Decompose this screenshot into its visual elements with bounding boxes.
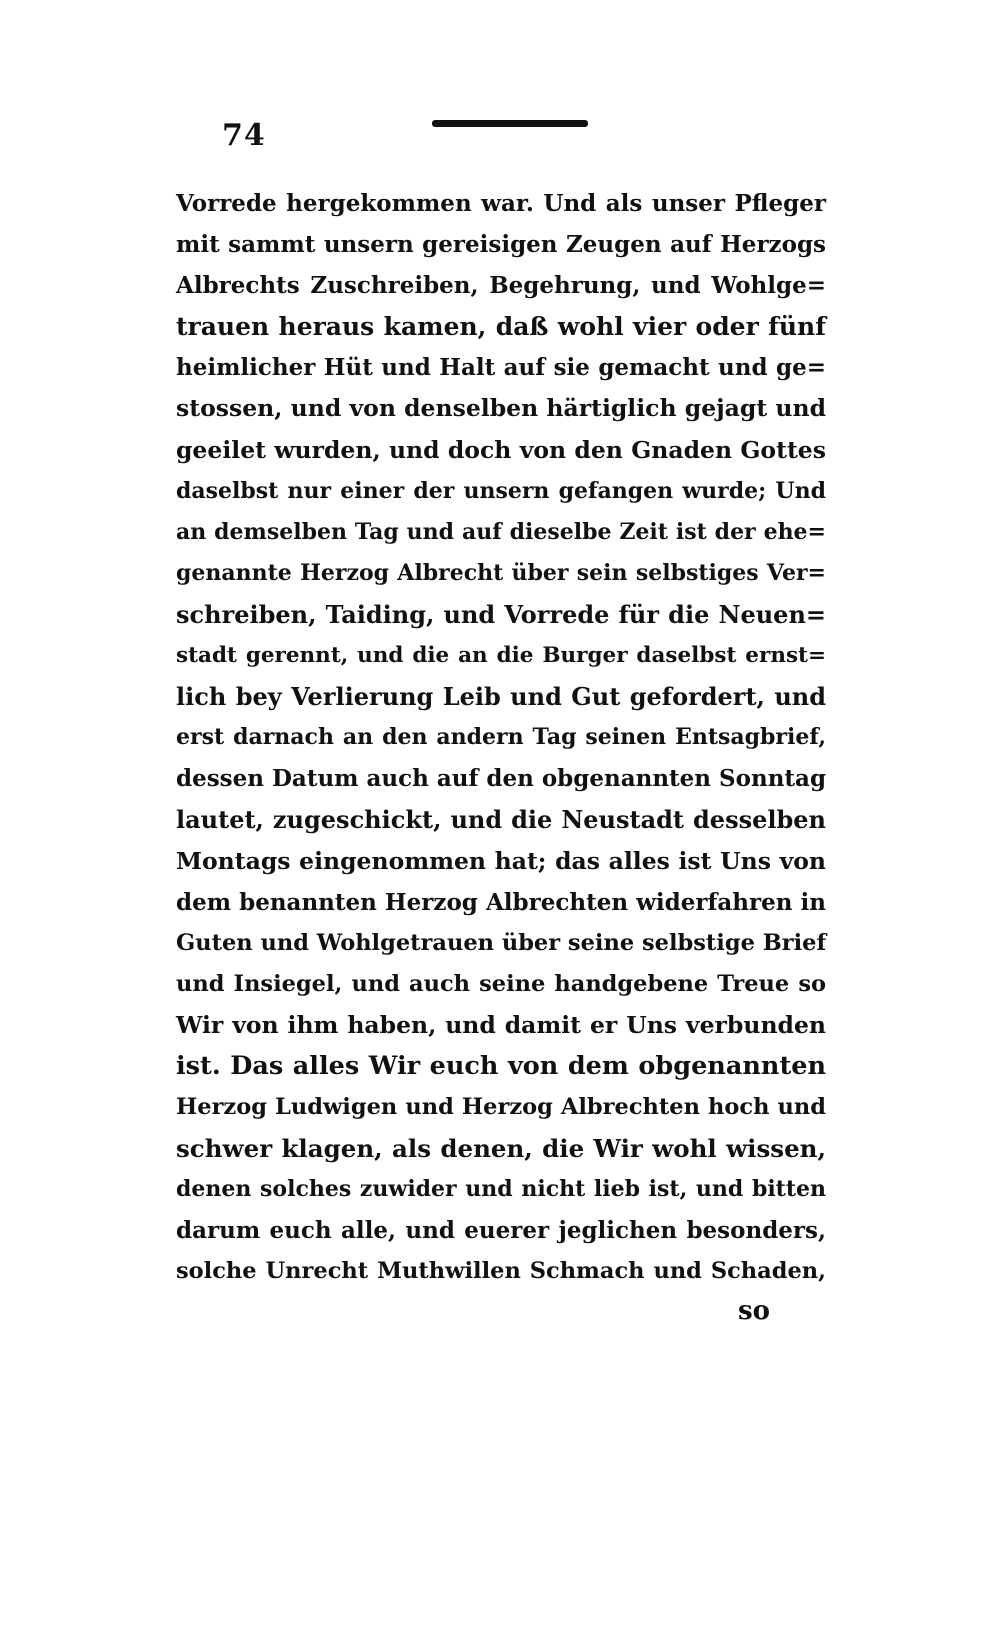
- text-line: Montags eingenommen hat; das alles ist Uns von: [176, 846, 826, 875]
- text-line: Vorrede hergekommen war. Und als unser Pfleger: [176, 190, 826, 217]
- text-line: lautet, zugeschickt, und die Neustadt desselben: [176, 805, 826, 835]
- text-line: daselbst nur einer der unsern gefangen wurde; Und: [176, 477, 826, 504]
- text-line: trauen heraus kamen, daß wohl vier oder fünf: [176, 312, 826, 342]
- page-number: 74: [222, 118, 266, 153]
- text-line: schwer klagen, als denen, die Wir wohl wissen,: [176, 1134, 826, 1164]
- text-line: heimlicher Hüt und Halt auf sie gemacht und ge=: [176, 354, 826, 382]
- text-line: ist. Das alles Wir euch von dem obgenannten: [176, 1050, 826, 1081]
- text-line: Wir von ihm haben, und damit er Uns verbunden: [176, 1010, 826, 1039]
- text-line: stossen, und von denselben härtiglich gejagt und: [176, 394, 826, 423]
- text-line: stadt gerennt, und die an die Burger daselbst ernst=: [176, 643, 826, 669]
- text-line: Herzog Ludwigen und Herzog Albrechten hoch und: [176, 1094, 826, 1121]
- text-line: Guten und Wohlgetrauen über seine selbstige Brief: [176, 929, 827, 956]
- text-line: erst darnach an den andern Tag seinen Entsagbrief,: [176, 724, 826, 751]
- text-line: und Insiegel, und auch seine handgebene Treue so: [176, 970, 826, 997]
- catchword: so: [738, 1296, 770, 1326]
- text-line: mit sammt unsern gereisigen Zeugen auf Herzogs: [176, 231, 826, 259]
- text-line: geeilet wurden, und doch von den Gnaden Gottes: [176, 435, 826, 464]
- text-line: dem benannten Herzog Albrechten widerfahren in: [176, 888, 826, 916]
- text-line: schreiben, Taiding, und Vorrede für die Neuen=: [176, 599, 826, 629]
- text-line: solche Unrecht Muthwillen Schmach und Schaden,: [176, 1258, 826, 1285]
- text-line: lich bey Verlierung Leib und Gut gefordert, und: [176, 682, 826, 712]
- text-line: dessen Datum auch auf den obgenannten Sonntag: [176, 765, 827, 793]
- text-line: denen solches zuwider und nicht lieb ist, und bitten: [176, 1176, 826, 1203]
- header-rule: [432, 120, 588, 127]
- body-text: [176, 183, 826, 1293]
- text-line: darum euch alle, und euerer jeglichen besonders,: [176, 1217, 826, 1245]
- text-line: an demselben Tag und auf dieselbe Zeit ist der ehe=: [176, 518, 826, 545]
- text-line: genannte Herzog Albrecht über sein selbstiges Ver=: [176, 559, 826, 586]
- text-line: Albrechts Zuschreiben, Begehrung, und Wohlge=: [176, 272, 826, 300]
